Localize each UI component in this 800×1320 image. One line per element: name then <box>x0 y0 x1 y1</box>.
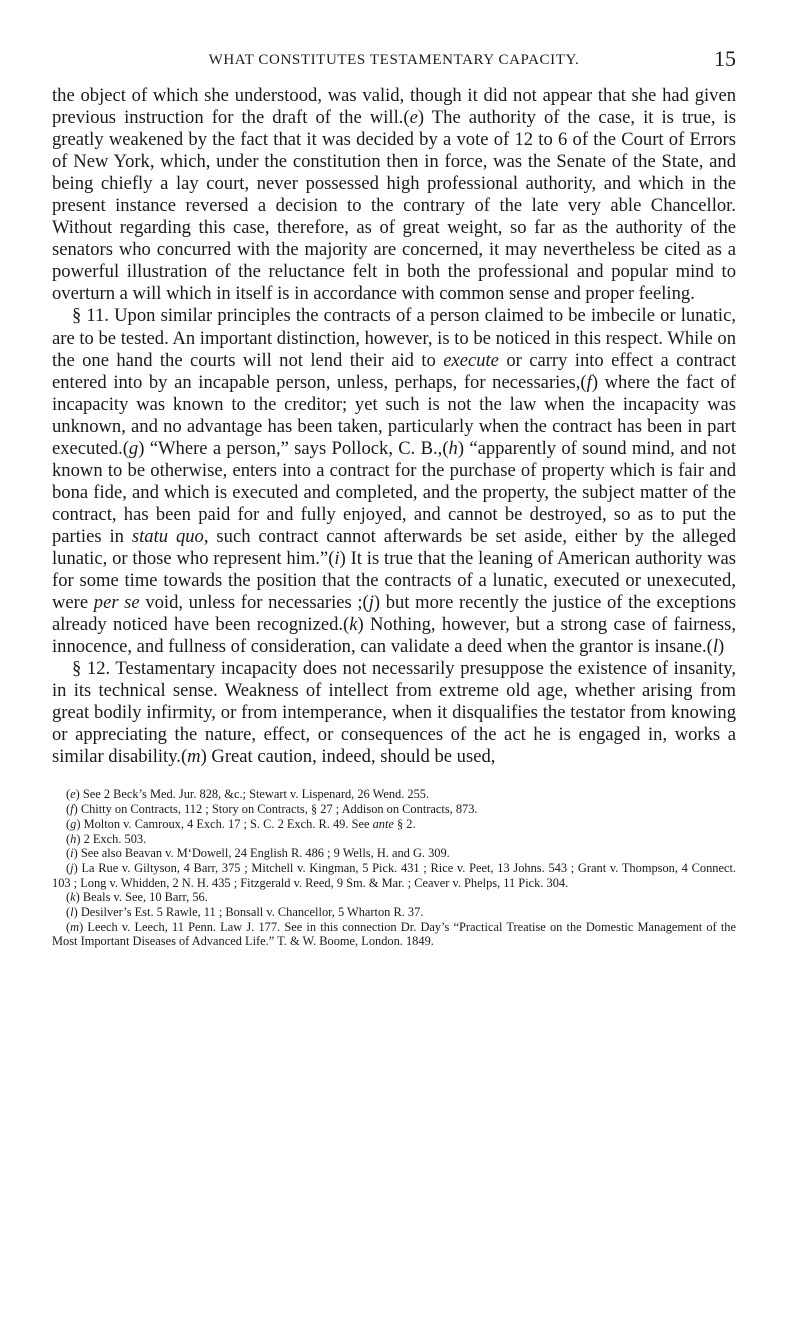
page-number: 15 <box>714 46 736 71</box>
page-header <box>52 44 736 78</box>
paragraph: the object of which she understood, was valid, though it did not appear that she had given previous instruction for the draft of the will.(e) The authority of the case, it is true, is greatly weakened by the fact that it was decided by a vote of 12 to 6 of the Court of Errors of New York, which, under the constitution then in force, was the Senate of the State, and being chiefly a lay court, never possessed high professional authority, and which in the present instance reversed a decision to the contrary of the late very able Chancellor. Without regarding this case, therefore, as of great weight, so far as the authority of the senators who concurred with the majority are concerned, it may nevertheless be cited as a powerful illustration of the reluctance felt in both the professional and popular mind to overturn a will which in itself is in accordance with common sense and proper feeling. <box>52 85 736 305</box>
section-12-paragraph: § 12. Testamentary incapacity does not necessarily presuppose the existence of insanity, in its technical sense. Weakness of intellect from extreme old age, whether arising from great bodily infirmity, or from intemperance, when it disqualifies the testator from knowing or appreciating the nature, effect, or consequences of the act he is engaged in, works a similar disability.(m) Great caution, indeed, should be used, <box>52 658 736 768</box>
footnote: (l) Desilver’s Est. 5 Rawle, 11 ; Bonsall v. Chancellor, 5 Wharton R. 37. <box>66 905 424 920</box>
footnote: (e) See 2 Beck’s Med. Jur. 828, &c.; Stewart v. Lispenard, 26 Wend. 255. <box>66 787 430 802</box>
footnote: (g) Molton v. Camroux, 4 Exch. 17 ; S. C. 2 Exch. R. 49. See ante § 2. <box>66 816 416 831</box>
footnote: (m) Leech v. Leech, 11 Penn. Law J. 177. See in this connection Dr. Day’s “Practical Treatise on the Domestic Management of the Most Important Diseases of Advanced Life.” T. & W. Boome, London. 1849. <box>52 919 736 949</box>
footnotes <box>52 787 736 949</box>
footnote: (f) Chitty on Contracts, 112 ; Story on Contracts, § 27 ; Addison on Contracts, 873. <box>66 802 478 817</box>
footnote: (i) See also Beavan v. M‘Dowell, 24 English R. 486 ; 9 Wells, H. and G. 309. <box>66 846 450 861</box>
section-11-paragraph: § 11. Upon similar principles the contracts of a person claimed to be imbecile or lunatic, are to be tested. An important distinction, however, is to be noticed in this respect. While on the one hand the courts will not lend their aid to execute or carry into effect a contract entered into by an incapable person, unless, perhaps, for necessaries,(f) where the fact of incapacity was known to the creditor; yet such is not the law when the incapacity was unknown, and no advantage has been taken, particularly when the contract has been in part executed.(g) “Where a person,” says Pollock, C. B.,(h) “apparently of sound mind, and not known to be otherwise, enters into a contract for the purchase of property which is fair and bona fide, and which is executed and completed, and the property, the subject matter of the contract, has been paid for and fully enjoyed, and cannot be destroyed, so as to put the parties in statu quo, such contract cannot afterwards be set aside, either by the alleged lunatic, or those who represent him.”(i) It is true that the leaning of American authority was for some time towards the position that the contracts of a lunatic, executed or unexecuted, were per se void, unless for necessaries ;(j) but more recently the justice of the exceptions already noticed have been recognized.(k) Nothing, however, but a strong case of fairness, innocence, and fullness of consideration, can validate a deed when the grantor is insane.(l) <box>52 305 737 658</box>
footnote: (j) La Rue v. Giltyson, 4 Barr, 375 ; Mitchell v. Kingman, 5 Pick. 431 ; Rice v. Peet, 13 Johns. 543 ; Grant v. Thompson, 4 Connect. 103 ; Long v. Whidden, 2 N. H. 435 ; Fitzgerald v. Reed, 9 Sm. & Mar. ; Ceaver v. Phelps, 11 Pick. 304. <box>52 860 736 890</box>
running-title: WHAT CONSTITUTES TESTAMENTARY CAPACITY. <box>208 52 580 68</box>
footnote: (k) Beals v. See, 10 Barr, 56. <box>66 890 208 905</box>
body-text <box>52 85 736 768</box>
footnote: (h) 2 Exch. 503. <box>66 831 147 846</box>
